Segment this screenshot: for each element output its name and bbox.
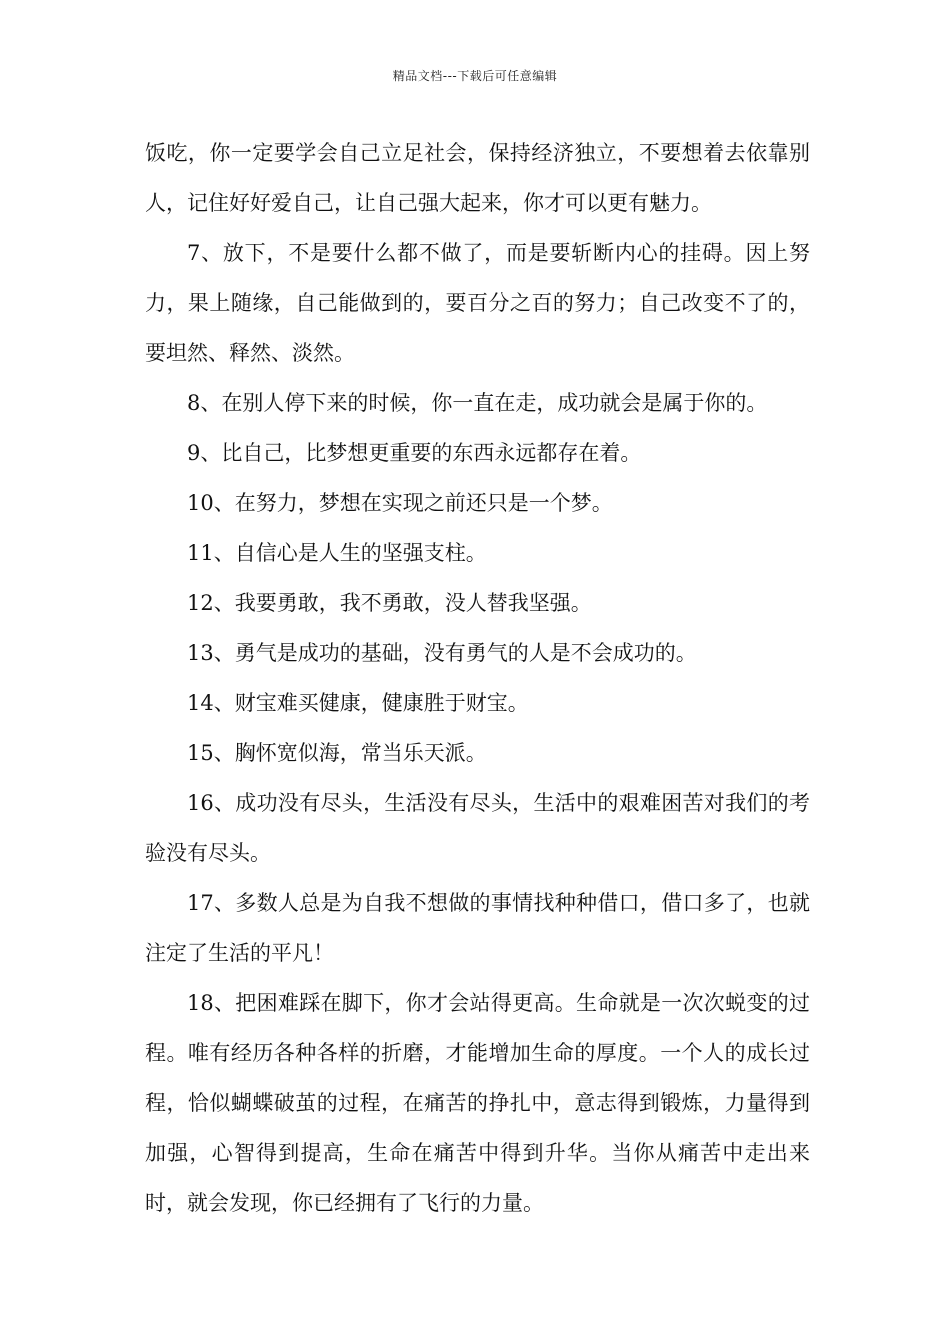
paragraph-item-7: 7、放下，不是要什么都不做了，而是要斩断内心的挂碍。因上努力，果上随缘，自己能做到的，要百分之百的努力；自己改变不了的，要坦然、释然、淡然。 <box>145 241 810 365</box>
page-header: 精品文档---下载后可任意编辑 <box>392 69 558 83</box>
paragraph-item-14: 14、财宝难买健康，健康胜于财宝。 <box>187 691 529 715</box>
paragraph-item-15: 15、胸怀宽似海，常当乐天派。 <box>187 741 487 765</box>
paragraph-item-8: 8、在别人停下来的时候，你一直在走，成功就会是属于你的。 <box>187 391 768 415</box>
paragraph-continuation: 饭吃，你一定要学会自己立足社会，保持经济独立，不要想着去依靠别人，记住好好爱自己，让自己强大起来，你才可以更有魅力。 <box>145 141 810 215</box>
paragraph-item-16: 16、成功没有尽头，生活没有尽头，生活中的艰难困苦对我们的考验没有尽头。 <box>145 791 810 865</box>
document-body <box>145 128 810 1228</box>
paragraph-item-9: 9、比自己，比梦想更重要的东西永远都存在着。 <box>187 441 642 465</box>
paragraph-item-10: 10、在努力，梦想在实现之前还只是一个梦。 <box>187 491 613 515</box>
paragraph-item-11: 11、自信心是人生的坚强支柱。 <box>187 541 487 565</box>
paragraph-item-17: 17、多数人总是为自我不想做的事情找种种借口，借口多了，也就注定了生活的平凡！ <box>145 891 810 965</box>
paragraph-item-18: 18、把困难踩在脚下，你才会站得更高。生命就是一次次蜕变的过程。唯有经历各种各样的折磨，才能增加生命的厚度。一个人的成长过程，恰似蝴蝶破茧的过程，在痛苦的挣扎中，意志得到锻炼，力量得到加强，心智得到提高，生命在痛苦中得到升华。当你从痛苦中走出来时，就会发现，你已经拥有了飞行的力量。 <box>145 991 810 1215</box>
paragraph-item-12: 12、我要勇敢，我不勇敢，没人替我坚强。 <box>187 591 592 615</box>
paragraph-item-13: 13、勇气是成功的基础，没有勇气的人是不会成功的。 <box>187 641 697 665</box>
